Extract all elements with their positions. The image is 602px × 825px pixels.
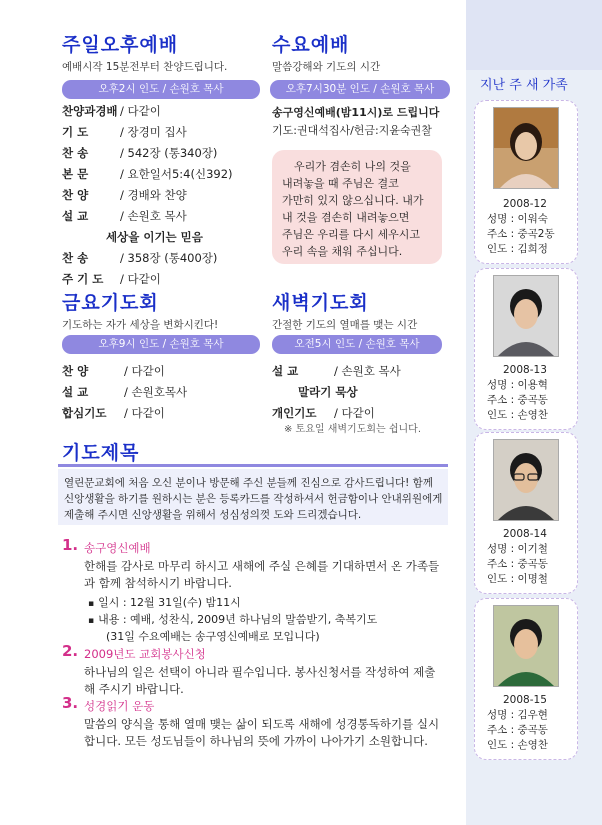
member-name: 성명 : 김우현 [487, 709, 548, 721]
member-id: 2008-14 [503, 528, 547, 540]
dawn-order-list [272, 363, 462, 425]
member-photo-image [494, 606, 558, 686]
member-name: 성명 : 이기철 [487, 543, 548, 555]
item-body: 한해를 감사로 마무리 하시고 새해에 주실 은혜를 기대하면서 온 가족들과 함께 참석하시기 바랍니다. [84, 559, 440, 590]
sidebar-title: 지난 주 새 가족 [480, 78, 568, 93]
member-address: 주소 : 중곡동 [487, 724, 548, 736]
order-label: 찬 양 [62, 188, 89, 202]
item-title: 2009년도 교회봉사신청 [84, 647, 206, 661]
item-note: (31일 수요예배는 송구영신예배로 모입니다) [106, 630, 320, 643]
item-number: 1. [62, 536, 79, 554]
order-value: / 장경미 집사 [120, 125, 187, 139]
dawn-title: 새벽기도회 [272, 292, 369, 314]
member-photo-image [494, 108, 558, 188]
order-label: 설 교 [272, 364, 299, 378]
member-guide: 인도 : 김희정 [487, 243, 548, 255]
friday-order-list [62, 363, 262, 425]
wednesday-roles: 기도:권대석집사/헌금:지윤숙권찰 [272, 124, 432, 137]
sunday-subtitle: 예배시작 15분전부터 찬양드립니다. [62, 61, 228, 73]
member-name: 성명 : 이워숙 [487, 213, 548, 225]
order-value: / 다같이 [124, 406, 165, 420]
member-photo-image [494, 276, 558, 356]
order-label: 본 문 [62, 167, 89, 181]
order-value: / 다같이 [120, 272, 161, 286]
member-id: 2008-13 [503, 364, 547, 376]
wednesday-time-pill: 오후7시30분 인도 / 손원호 목사 [270, 80, 450, 99]
order-label: 찬 송 [62, 251, 89, 265]
sunday-time-pill: 오후2시 인도 / 손원호 목사 [62, 80, 260, 99]
order-value: / 다같이 [120, 104, 161, 118]
sunday-order-list [62, 103, 262, 285]
dawn-subtitle: 간절한 기도의 열매를 맺는 시간 [272, 319, 418, 331]
member-photo [493, 605, 559, 687]
item-body: 말씀의 양식을 통해 열매 맺는 삶이 되도록 새해에 성경통독하기를 실시합니다. 모든 성도님들이 하나님의 뜻에 가까이 나아가기 소원합니다. [84, 717, 440, 748]
welcome-text: 열린문교회에 처음 오신 분이나 방문해 주신 분들께 진심으로 감사드립니다! 함께 신앙생활을 하기를 원하시는 분은 등록카드를 작성하셔서 헌금함이나 안내위원에게 제출해 주시면 신앙생활을 위해서 성심성의껏 도와 드리겠습니다. [64, 477, 443, 521]
member-card [474, 432, 578, 594]
item-bullet-date: ▪ 일시 : 12월 31일(수) 밤11시 [88, 594, 241, 610]
order-value: / 542장 (통340장) [120, 146, 218, 160]
item-body: 하나님의 일은 선택이 아니라 필수입니다. 봉사신청서를 작성하여 제출해 주시기 바랍니다. [84, 665, 436, 696]
order-label: 개인기도 [272, 406, 317, 420]
order-label: 찬양과경배 [62, 104, 118, 118]
order-label: 설 교 [62, 209, 89, 223]
friday-subtitle: 기도하는 자가 세상을 변화시킨다! [62, 319, 219, 331]
member-photo [493, 275, 559, 357]
item-number: 2. [62, 642, 79, 660]
order-label: 합심기도 [62, 406, 107, 420]
prayer-title: 기도제목 [62, 442, 140, 464]
wednesday-title: 수요예배 [272, 34, 350, 56]
order-value: / 경배와 찬양 [120, 188, 187, 202]
order-value: / 손원호 목사 [334, 364, 401, 378]
order-value: / 다같이 [124, 364, 165, 378]
quote-box [272, 150, 442, 264]
member-id: 2008-15 [503, 694, 547, 706]
sunday-title: 주일오후예배 [62, 34, 179, 56]
member-photo [493, 107, 559, 189]
prayer-divider [58, 464, 448, 467]
dawn-meditation: 말라기 묵상 [298, 385, 358, 399]
order-value: / 358장 (통400장) [120, 251, 218, 265]
item-bullet-content: ▪ 내용 : 예배, 성찬식, 2009년 하나님의 말씀받기, 축복기도 [88, 611, 377, 627]
order-label: 찬 송 [62, 146, 89, 160]
item-title: 송구영신예배 [84, 541, 151, 555]
member-card [474, 268, 578, 430]
welcome-box [58, 469, 448, 525]
friday-time-pill: 오후9시 인도 / 손원호 목사 [62, 335, 260, 354]
sidebar-top-band [466, 0, 602, 70]
member-name: 성명 : 이용혁 [487, 379, 548, 391]
order-value: / 다같이 [334, 406, 375, 420]
member-photo [493, 439, 559, 521]
member-guide: 인도 : 손영찬 [487, 409, 548, 421]
order-value: / 요한일서5:4(신392) [120, 167, 233, 181]
member-id: 2008-12 [503, 198, 547, 210]
friday-title: 금요기도회 [62, 292, 159, 314]
order-label: 주 기 도 [62, 272, 104, 286]
item-number: 3. [62, 694, 79, 712]
order-value: / 손원호 목사 [120, 209, 187, 223]
member-card [474, 598, 578, 760]
order-value: / 손원호목사 [124, 385, 188, 399]
member-address: 주소 : 중곡2동 [487, 228, 555, 240]
member-guide: 인도 : 손영찬 [487, 739, 548, 751]
member-address: 주소 : 중곡동 [487, 558, 548, 570]
member-card [474, 100, 578, 264]
dawn-note: ※ 토요일 새벽기도회는 쉽니다. [284, 424, 422, 435]
dawn-time-pill: 오전5시 인도 / 손원호 목사 [272, 335, 442, 354]
order-label: 기 도 [62, 125, 89, 139]
item-title: 성경읽기 운동 [84, 699, 155, 713]
order-label: 찬 양 [62, 364, 89, 378]
wednesday-notice: 송구영신예배(밤11시)로 드립니다 [272, 106, 440, 119]
member-address: 주소 : 중곡동 [487, 394, 548, 406]
order-label: 설 교 [62, 385, 89, 399]
wednesday-subtitle: 말씀강해와 기도의 시간 [272, 61, 381, 73]
member-guide: 인도 : 이명철 [487, 573, 548, 585]
sermon-title: 세상을 이기는 믿음 [106, 230, 203, 244]
quote-text: 우리가 겸손히 나의 것을 내려놓을 때 주님은 결코 가만히 있지 않으십니다. 내가 내 것을 겸손히 내려놓으면 주님은 우리를 다시 세우시고 우리 속을 채워 주십니다. [282, 160, 424, 258]
member-photo-image [494, 440, 558, 520]
